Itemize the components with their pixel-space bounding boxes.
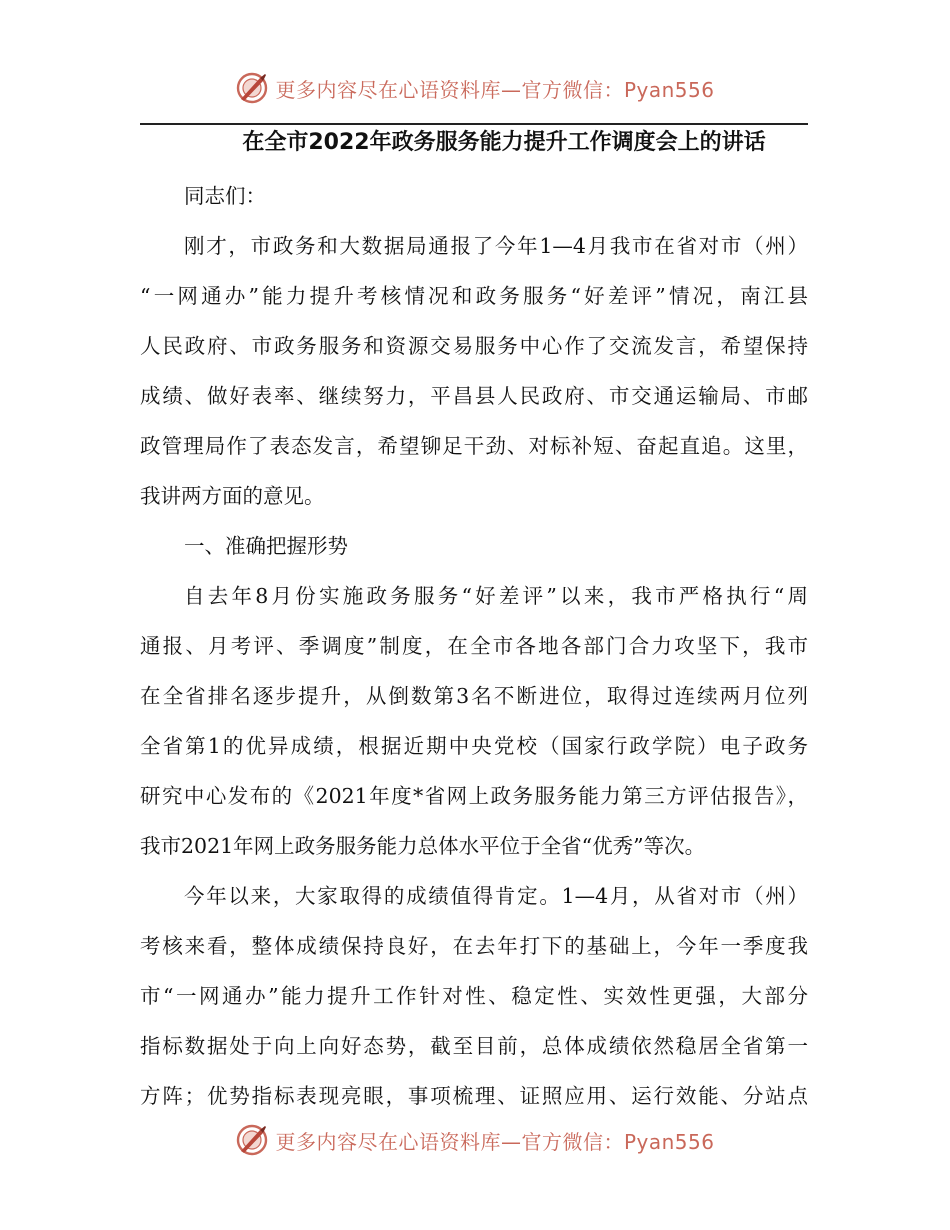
banner-text: 更多内容尽在心语资料库—官方微信：Pyan556 — [275, 77, 715, 102]
section-heading: 一、准确把握形势 — [184, 534, 348, 558]
body-line: “一网通办”能力提升考核情况和政务服务“好差评”情况，南江县 — [140, 284, 808, 308]
banner-text: 更多内容尽在心语资料库—官方微信：Pyan556 — [275, 1129, 715, 1154]
body-line: 自去年8月份实施政务服务“好差评”以来，我市严格执行“周 — [184, 584, 808, 608]
body-line: 考核来看，整体成绩保持良好，在去年打下的基础上，今年一季度我 — [140, 934, 808, 958]
salutation: 同志们： — [184, 184, 266, 208]
quill-seal-icon — [235, 1123, 269, 1157]
body-line: 刚才，市政务和大数据局通报了今年1—4月我市在省对市（州） — [184, 234, 808, 258]
header-rule — [140, 123, 808, 125]
body-line: 市“一网通办”能力提升工作针对性、稳定性、实效性更强，大部分 — [140, 984, 808, 1008]
body-line: 成绩、做好表率、继续努力，平昌县人民政府、市交通运输局、市邮 — [140, 384, 808, 408]
body-line: 全省第1的优异成绩，根据近期中央党校（国家行政学院）电子政务 — [140, 734, 808, 758]
body-line: 人民政府、市政务服务和资源交易服务中心作了交流发言，希望保持 — [140, 334, 808, 358]
body-line: 指标数据处于向上向好态势，截至目前，总体成绩依然稳居全省第一 — [140, 1034, 808, 1058]
body-line: 我市2021年网上政务服务能力总体水平位于全省“优秀”等次。 — [140, 834, 706, 858]
body-line: 通报、月考评、季调度”制度，在全市各地各部门合力攻坚下，我市 — [140, 634, 808, 658]
page-title: 在全市2022年政务服务能力提升工作调度会上的讲话 — [242, 130, 766, 155]
footer-banner — [0, 1118, 950, 1162]
body-line: 今年以来，大家取得的成绩值得肯定。1—4月，从省对市（州） — [184, 884, 808, 908]
quill-seal-icon — [235, 71, 269, 105]
body-line: 我讲两方面的意见。 — [140, 484, 325, 508]
body-line: 在全省排名逐步提升，从倒数第3名不断进位，取得过连续两月位列 — [140, 684, 808, 708]
body-line: 方阵；优势指标表现亮眼，事项梳理、证照应用、运行效能、分站点 — [140, 1084, 808, 1108]
body-line: 政管理局作了表态发言，希望铆足干劲、对标补短、奋起直追。这里， — [140, 434, 808, 458]
body-line: 研究中心发布的《2021年度*省网上政务服务能力第三方评估报告》， — [140, 784, 808, 808]
header-banner — [0, 66, 950, 110]
